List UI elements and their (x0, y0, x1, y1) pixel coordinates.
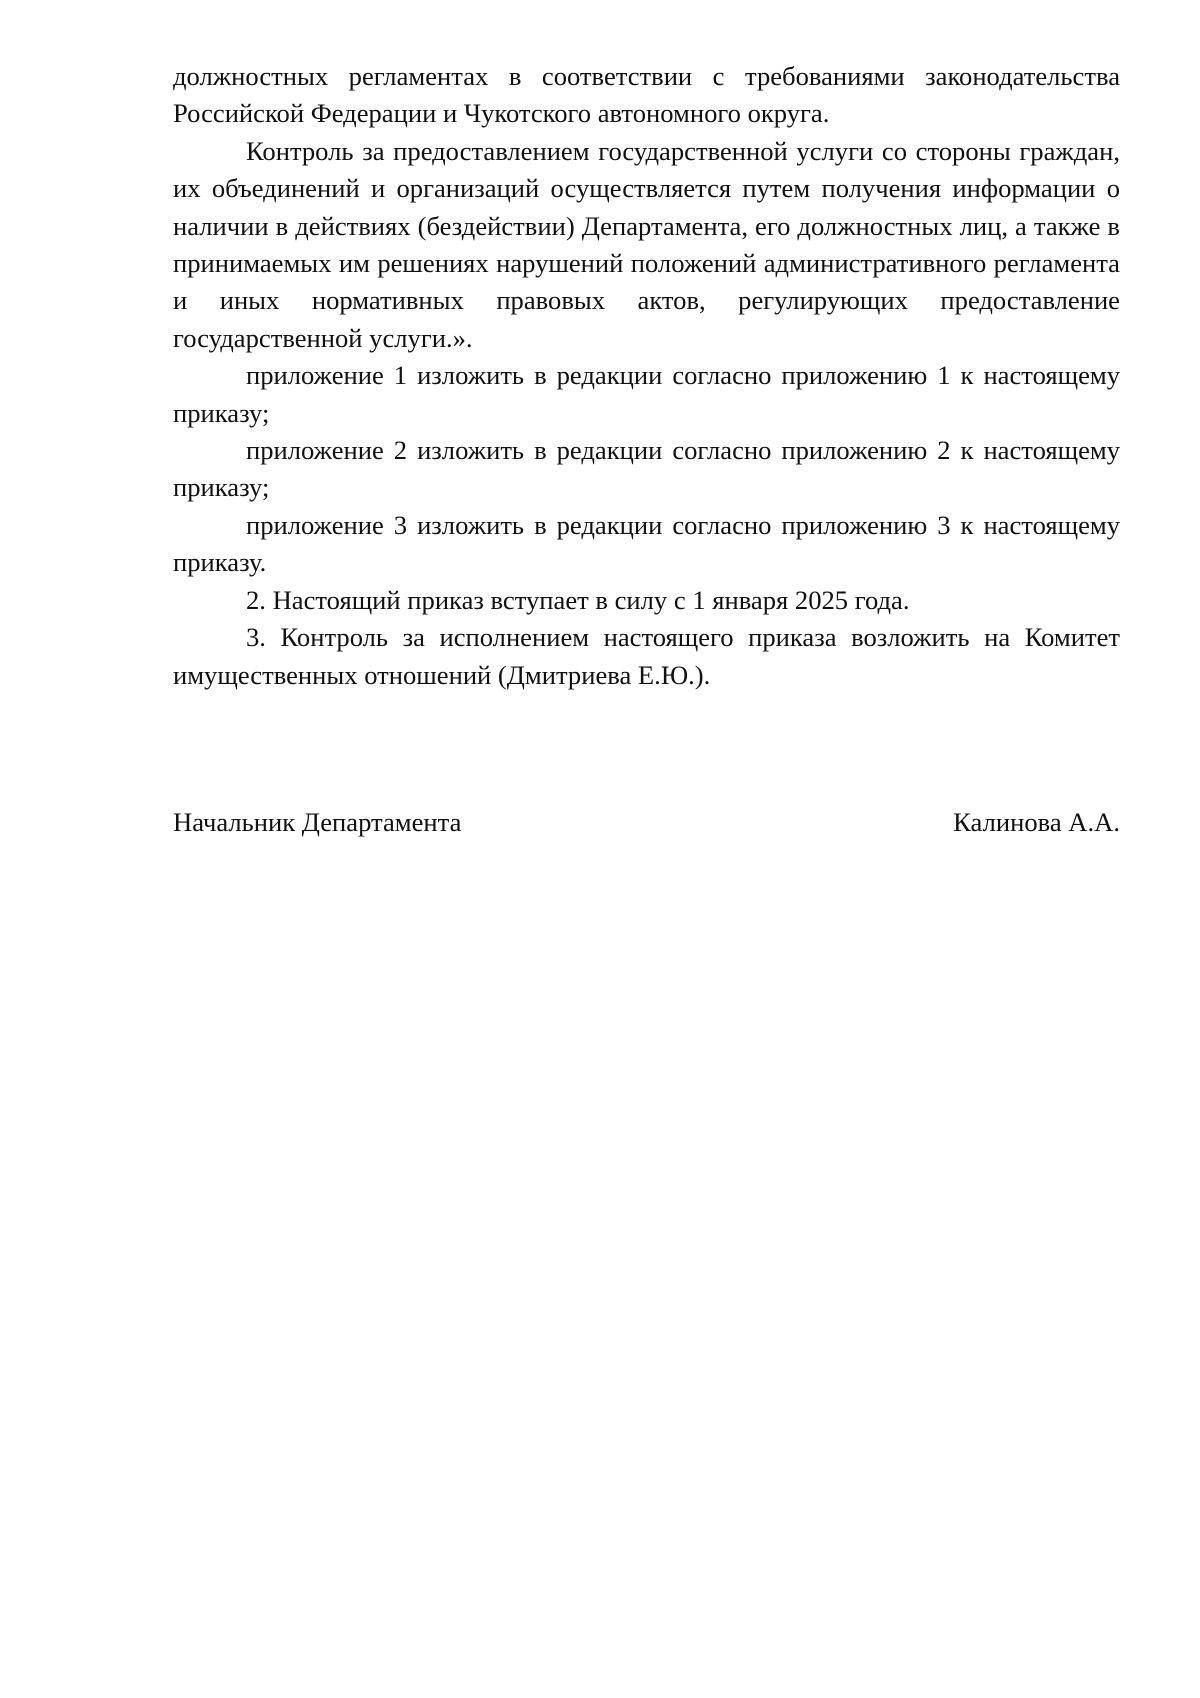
paragraph-appendix-1: приложение 1 изложить в редакции согласно приложению 1 к настоящему приказу; (173, 360, 1120, 428)
paragraph-appendix-3: приложение 3 изложить в редакции согласно приложению 3 к настоящему приказу. (173, 509, 1120, 578)
paragraph-control-assignment: 3. Контроль за исполнением настоящего приказа возложить на Комитет имущественных отношений (Дмитриева Е.Ю.). (173, 622, 1120, 690)
paragraph-appendix-2: приложение 2 изложить в редакции согласно приложению 2 к настоящему приказу; (173, 435, 1120, 503)
signatory-position: Начальник Департамента (173, 807, 462, 837)
paragraph-effective-date: 2. Настоящий приказ вступает в силу с 1 января 2025 года. (246, 584, 910, 615)
document-body (173, 58, 1120, 694)
signature-block (173, 804, 1120, 841)
signatory-name: Калинова А.А. (953, 807, 1120, 837)
paragraph-citizen-control: Контроль за предоставлением государственной услуги со стороны граждан, их объединений и организаций осуществляется путем получения информации о наличии в действиях (бездействии) Департамента, его должностных лиц, а также в принимаемых им решениях нарушений положений административного регламента и иных нормативных правовых актов, регулирующих предоставление государственной услуги.». (173, 135, 1120, 353)
paragraph-regulations-continuation: должностных регламентах в соответствии с требованиями законодательства Российской Федерации и Чукотского автономного округа. (173, 61, 1120, 129)
